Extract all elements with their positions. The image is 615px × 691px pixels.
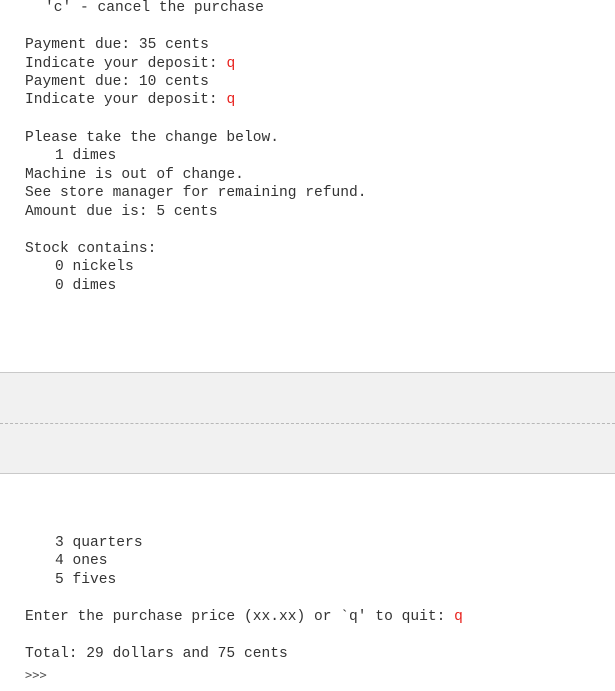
see-manager-line: See store manager for remaining refund. (25, 185, 367, 201)
amount-due-line: Amount due is: 5 cents (25, 204, 218, 220)
stock-header-line: Stock contains: (25, 241, 157, 257)
payment-due-line: Payment due: 10 cents (25, 74, 209, 90)
deposit-user-input: q (226, 92, 236, 108)
price-prompt-text: Enter the purchase price (xx.xx) or `q' to quit: (25, 609, 455, 625)
out-of-change-line: Machine is out of change. (25, 167, 244, 183)
deposit-prompt-text: Indicate your deposit: (25, 92, 227, 108)
page-break-band (0, 372, 615, 474)
deposit-prompt-text: Indicate your deposit: (25, 56, 227, 72)
deposit-prompt-line (25, 55, 235, 73)
stock-nickels-line: 0 nickels (55, 259, 134, 275)
price-user-input: q (454, 609, 463, 625)
page-break-divider (0, 423, 615, 424)
stock-dimes-line: 0 dimes (55, 278, 117, 294)
deposit-user-input: q (226, 56, 236, 72)
repl-prompt[interactable]: >>> (25, 668, 47, 682)
stock-quarters-line: 3 quarters (55, 535, 143, 551)
cancel-option-line: 'c' - cancel the purchase (45, 0, 264, 16)
deposit-prompt-line (25, 91, 235, 109)
total-line: Total: 29 dollars and 75 cents (25, 646, 288, 662)
take-change-line: Please take the change below. (25, 130, 279, 146)
stock-ones-line: 4 ones (55, 553, 108, 569)
change-dimes-line: 1 dimes (55, 148, 117, 164)
payment-due-line: Payment due: 35 cents (25, 37, 209, 53)
stock-fives-line: 5 fives (55, 572, 117, 588)
price-prompt-line (25, 608, 463, 626)
